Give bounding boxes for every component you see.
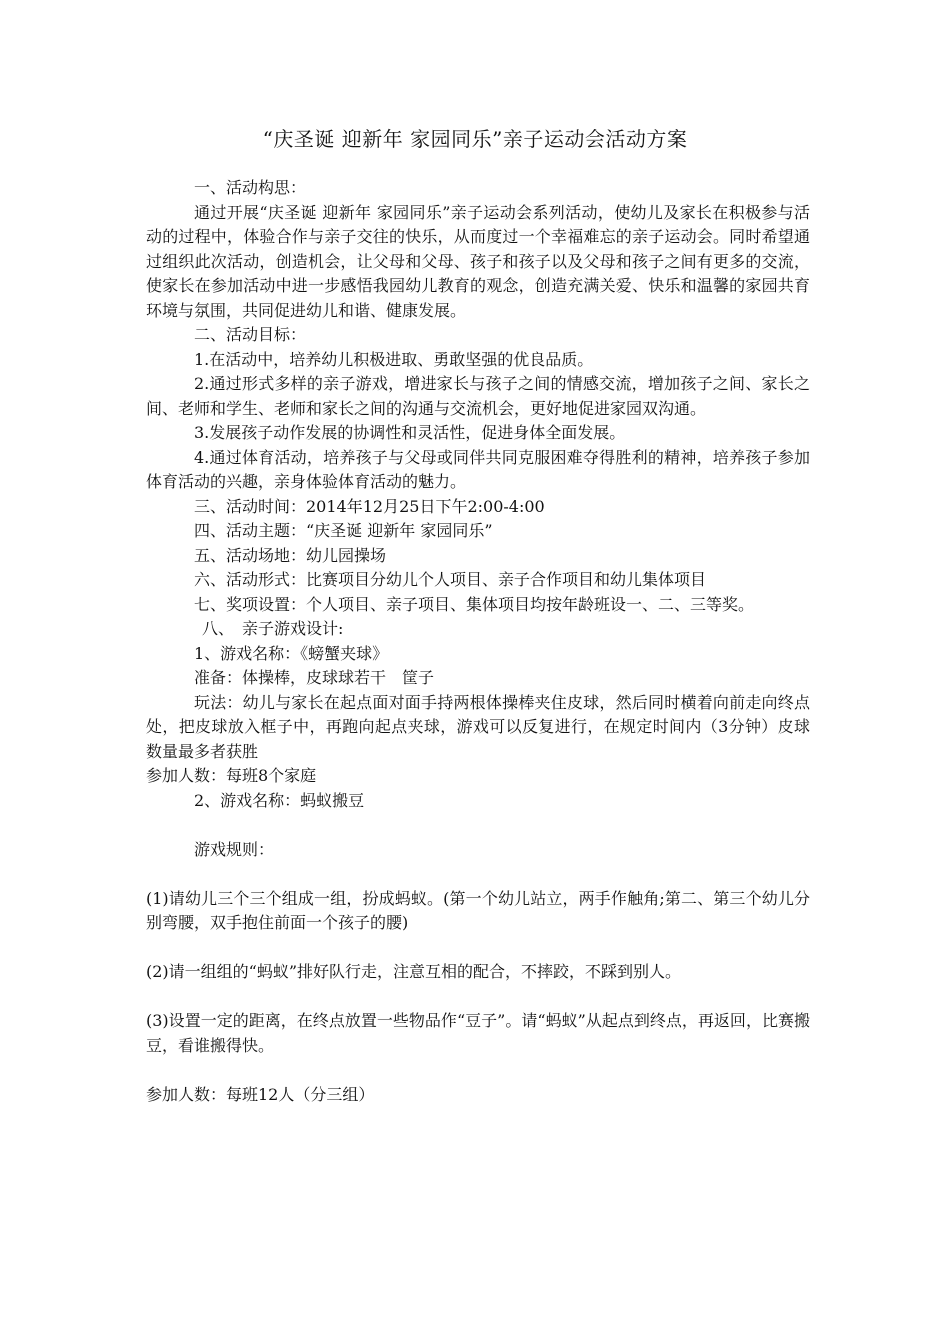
blank-line xyxy=(146,936,810,961)
game-1-preparation: 准备：体操棒，皮球球若干 筐子 xyxy=(194,668,435,687)
section-4-theme: 四、活动主题：“庆圣诞 迎新年 家园同乐” xyxy=(194,521,493,540)
goal-4: 4.通过体育活动，培养孩子与父母或同伴共同克服困难夺得胜利的精神，培养孩子参加体育活动的兴趣，亲身体验体育活动的魅力。 xyxy=(146,447,810,491)
game-2-rules-heading: 游戏规则： xyxy=(194,839,275,859)
game-1-name: 1、游戏名称：《螃蟹夹球》 xyxy=(194,643,389,663)
blank-line xyxy=(146,1058,810,1083)
goal-1: 1.在活动中，培养幼儿积极进取、勇敢坚强的优良品质。 xyxy=(194,349,594,369)
section-1-heading: 一、活动构思： xyxy=(194,178,307,197)
section-7-awards: 七、奖项设置：个人项目、亲子项目、集体项目均按年龄班设一、二、三等奖。 xyxy=(194,594,755,614)
game-2-name: 2、游戏名称：蚂蚁搬豆 xyxy=(194,790,365,810)
game-1-play: 玩法：幼儿与家长在起点面对面手持两根体操棒夹住皮球，然后同时横着向前走向终点处，把皮球放入框子中，再跑向起点夹球，游戏可以反复进行，在规定时间内（3分钟）皮球数量最多者获胜 xyxy=(146,692,810,761)
document-title: “庆圣诞 迎新年 家园同乐”亲子运动会活动方案 xyxy=(262,127,688,151)
goal-2: 2.通过形式多样的亲子游戏，增进家长与孩子之间的情感交流，增加孩子之间、家长之间、老师和学生、老师和家长之间的沟通与交流机会，更好地促进家园双沟通。 xyxy=(146,374,810,418)
goal-3: 3.发展孩子动作发展的协调性和灵活性，促进身体全面发展。 xyxy=(194,423,626,442)
game-2-rule-1: (1)请幼儿三个三个组成一组，扮成蚂蚁。(第一个幼儿站立，两手作触角;第二、第三个幼儿分别弯腰，双手抱住前面一个孩子的腰) xyxy=(146,888,810,932)
game-2-rule-3: (3)设置一定的距离，在终点放置一些物品作“豆子”。请“蚂蚁”从起点到终点，再返回，比赛搬豆，看谁搬得快。 xyxy=(146,1011,810,1055)
section-6-format: 六、活动形式：比赛项目分幼儿个人项目、亲子合作项目和幼儿集体项目 xyxy=(194,570,707,589)
section-8-heading: 八、 亲子游戏设计: xyxy=(202,619,344,638)
blank-line xyxy=(146,813,810,838)
game-1-participants: 参加人数：每班8个家庭 xyxy=(146,766,317,785)
section-5-venue: 五、活动场地：幼儿园操场 xyxy=(194,545,387,565)
game-2-participants: 参加人数：每班12人（分三组） xyxy=(146,1084,375,1104)
section-2-heading: 二、活动目标： xyxy=(194,325,307,344)
blank-line xyxy=(146,862,810,887)
section-3-time: 三、活动时间：2014年12月25日下午2:00-4:00 xyxy=(194,496,545,516)
game-2-rule-2: (2)请一组组的“蚂蚁”排好队行走，注意互相的配合，不摔跤，不踩到别人。 xyxy=(146,962,682,981)
section-1-body: 通过开展“庆圣诞 迎新年 家园同乐”亲子运动会系列活动，使幼儿及家长在积极参与活动的过程中，体验合作与亲子交往的快乐，从而度过一个幸福难忘的亲子运动会。同时希望通过组织此次活动，创造机会，让父母和父母、孩子和孩子以及父母和孩子之间有更多的交流，使家长在参加活动中进一步感悟我园幼儿教育的观念，创造充满关爱、快乐和温馨的家园共育环境与氛围，共同促进幼儿和谐、健康发展。 xyxy=(146,202,810,320)
document-body xyxy=(146,176,810,1107)
blank-line xyxy=(146,985,810,1010)
